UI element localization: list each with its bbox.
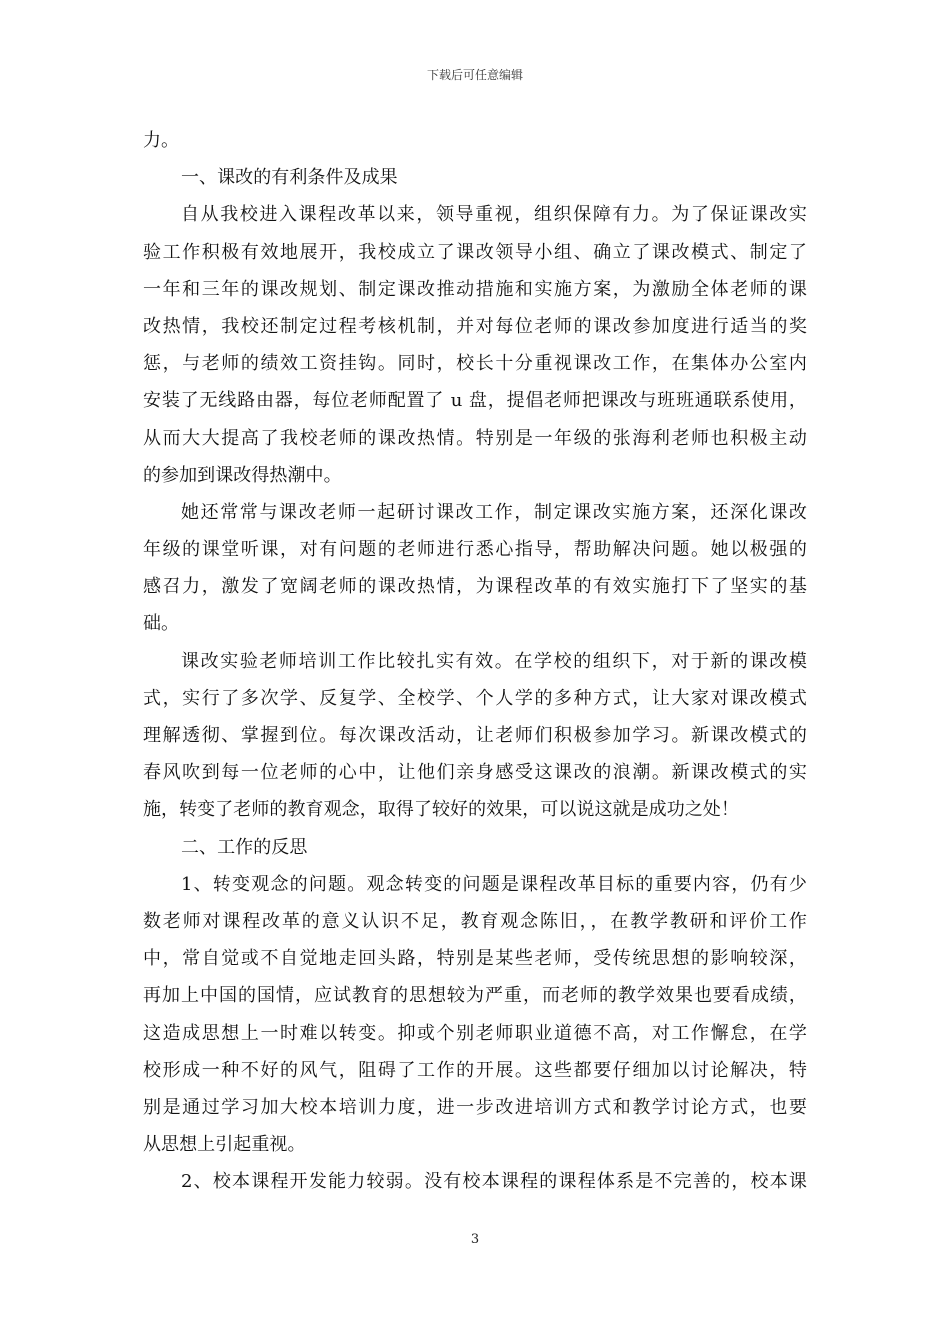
text-line: 年级的课堂听课，对有问题的老师进行悉心指导，帮助解决问题。她以极强的 (143, 539, 807, 561)
section-heading: 一、课改的有利条件及成果 (181, 167, 398, 189)
text-line: 础。 (143, 613, 180, 635)
text-line: 校形成一种不好的风气，阻碍了工作的开展。这些都要仔细加以讨论解决，特 (143, 1059, 807, 1081)
text-line: 式，实行了多次学、反复学、全校学、个人学的多种方式，让大家对课改模式 (143, 687, 807, 709)
text-line: 安装了无线路由器，每位老师配置了 u 盘，提倡老师把课改与班班通联系使用， (143, 390, 807, 412)
text-line: 再加上中国的国情，应试教育的思想较为严重，而老师的教学效果也要看成绩， (143, 985, 807, 1007)
page-header: 下载后可任意编辑 (426, 68, 523, 82)
section-heading: 二、工作的反思 (181, 836, 308, 858)
text-line: 感召力，激发了宽阔老师的课改热情，为课程改革的有效实施打下了坚实的基 (143, 576, 807, 598)
text-line: 2、校本课程开发能力较弱。没有校本课程的课程体系是不完善的，校本课 (181, 1171, 807, 1193)
text-line: 施，转变了老师的教育观念，取得了较好的效果，可以说这就是成功之处！ (143, 799, 739, 821)
text-line: 别是通过学习加大校本培训力度，进一步改进培训方式和教学讨论方式，也要 (143, 1096, 807, 1118)
text-line: 她还常常与课改老师一起研讨课改工作，制定课改实施方案，还深化课改 (181, 501, 807, 523)
text-line: 中，常自觉或不自觉地走回头路，特别是某些老师，受传统思想的影响较深， (143, 948, 807, 970)
text-line: 从而大大提高了我校老师的课改热情。特别是一年级的张海利老师也积极主动 (143, 427, 807, 449)
document-body (143, 122, 807, 1200)
text-line: 课改实验老师培训工作比较扎实有效。在学校的组织下，对于新的课改模 (181, 650, 807, 672)
text-line: 的参加到课改得热潮中。 (143, 464, 342, 486)
text-line: 1、转变观念的问题。观念转变的问题是课程改革目标的重要内容，仍有少 (181, 873, 807, 895)
text-line: 力。 (143, 130, 180, 151)
text-line: 一年和三年的课改规划、制定课改推动措施和实施方案，为激励全体老师的课 (143, 278, 807, 300)
text-line: 自从我校进入课程改革以来，领导重视，组织保障有力。为了保证课改实 (181, 204, 807, 226)
text-line: 这造成思想上一时难以转变。抑或个别老师职业道德不高，对工作懈怠，在学 (143, 1022, 807, 1044)
text-line: 验工作积极有效地展开，我校成立了课改领导小组、确立了课改模式、制定了 (143, 241, 807, 263)
text-line: 理解透彻、掌握到位。每次课改活动，让老师们积极参加学习。新课改模式的 (143, 725, 807, 746)
page-number: 3 (470, 1232, 480, 1247)
text-line: 春风吹到每一位老师的心中，让他们亲身感受这课改的浪潮。新课改模式的实 (143, 762, 807, 784)
text-line: 数老师对课程改革的意义认识不足，教育观念陈旧，，在教学教研和评价工作 (143, 910, 807, 932)
text-line: 从思想上引起重视。 (143, 1134, 306, 1156)
text-line: 惩，与老师的绩效工资挂钩。同时，校长十分重视课改工作，在集体办公室内 (143, 353, 807, 375)
text-line: 改热情，我校还制定过程考核机制，并对每位老师的课改参加度进行适当的奖 (143, 315, 807, 337)
